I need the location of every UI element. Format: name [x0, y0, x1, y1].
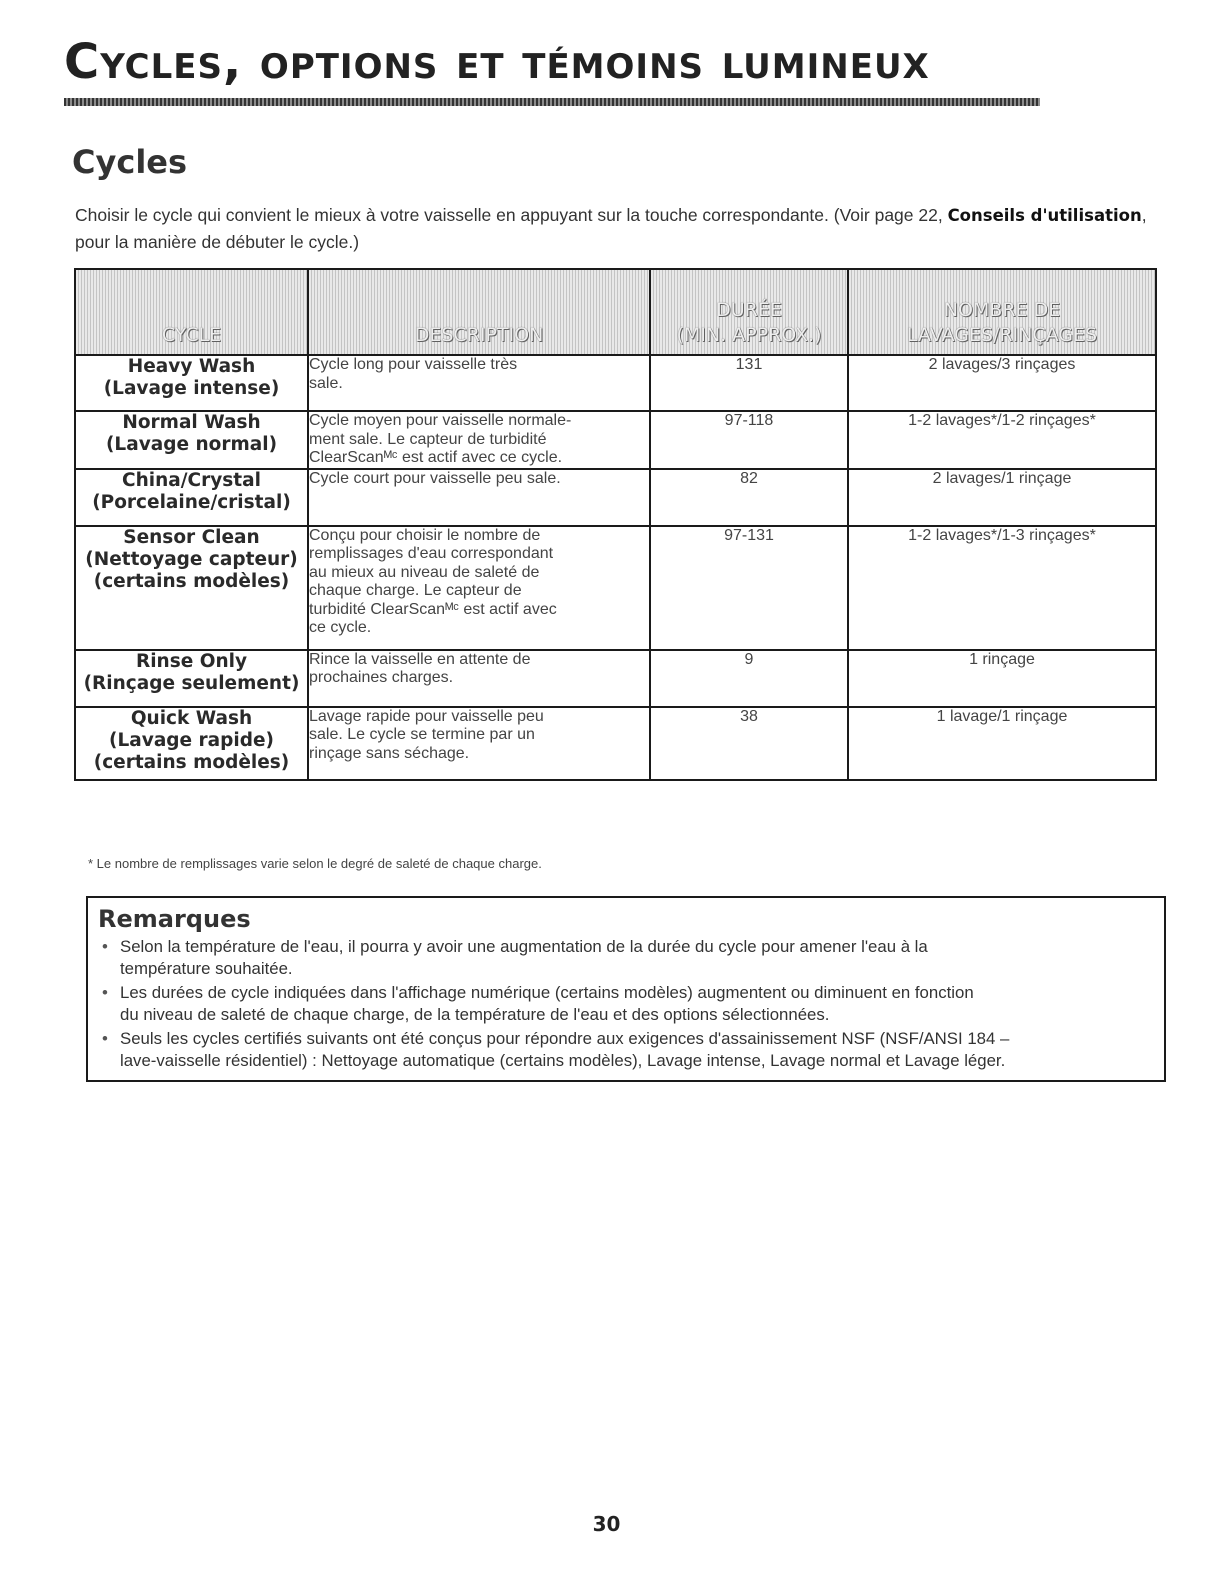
intro-text-end: , pour la manière de débuter le cycle.) — [75, 205, 1147, 252]
intro-text: Choisir le cycle qui convient le mieux à votre vaisselle en appuyant sur la touche correspondante. (Voir page 22, — [75, 205, 948, 225]
duration-cell: 97-131 — [650, 526, 848, 650]
cycle-name-cell-line: (Rinçage seulement) — [83, 672, 300, 694]
notes-heading: Remarques — [98, 905, 251, 933]
description-cell-line: Cycle court pour vaisselle peu sale. — [309, 469, 561, 487]
table-row — [75, 411, 1156, 469]
washes-cell: 1-2 lavages*/1-3 rinçages* — [848, 526, 1156, 650]
cycle-name-cell-line: (certains modèles) — [93, 570, 290, 592]
header-duration — [650, 269, 848, 355]
duration-cell: 38 — [650, 707, 848, 780]
description-cell — [308, 526, 650, 650]
header-cycle-label: CYCLE — [161, 324, 222, 346]
description-cell-line: remplissages d'eau correspondant — [309, 545, 554, 562]
description-cell-line: Cycle moyen pour vaisselle normale- — [309, 412, 572, 429]
description-cell-line: sale. Le cycle se termine par un — [309, 726, 535, 743]
note-item — [98, 1028, 1156, 1072]
description-cell-line: sale. — [309, 374, 343, 392]
table-header-row — [75, 269, 1156, 355]
description-cell-line: chaque charge. Le capteur de — [309, 582, 522, 599]
header-description-label: DESCRIPTION — [414, 324, 544, 346]
table-row — [75, 469, 1156, 526]
description-cell-line: Rince la vaisselle en attente de — [309, 650, 531, 668]
note-item — [98, 982, 1156, 1026]
cycle-name-cell-line: Quick Wash — [130, 707, 253, 729]
cycle-name-cell — [75, 650, 308, 707]
cycle-name-cell-line: Normal Wash — [122, 412, 261, 433]
bullet-icon: • — [102, 983, 108, 1002]
page-number: 30 — [592, 1512, 621, 1536]
duration-cell: 97-118 — [650, 411, 848, 469]
duration-cell: 131 — [650, 355, 848, 411]
washes-cell: 1-2 lavages*/1-2 rinçages* — [848, 411, 1156, 469]
cycle-name-cell — [75, 469, 308, 526]
bullet-icon: • — [102, 1029, 108, 1048]
cycle-name-cell-line: Heavy Wash — [127, 356, 256, 377]
header-cycle — [75, 269, 308, 355]
description-cell — [308, 650, 650, 707]
note-line: Seuls les cycles certifiés suivants ont été conçus pour répondre aux exigences d'assainissement NSF (NSF/ANSI 184 – — [120, 1029, 1010, 1048]
intro-paragraph — [75, 202, 1155, 255]
table-row — [75, 650, 1156, 707]
washes-cell: 2 lavages/1 rinçage — [848, 469, 1156, 526]
description-cell-line: prochaines charges. — [309, 669, 454, 686]
header-description — [308, 269, 650, 355]
note-item — [98, 936, 1156, 980]
description-cell-line: Cycle long pour vaisselle très — [309, 356, 518, 373]
cycle-name-cell-line: China/Crystal — [122, 469, 261, 491]
washes-cell: 1 lavage/1 rinçage — [848, 707, 1156, 780]
cycle-name-cell-line: (certains modèles) — [93, 751, 290, 773]
description-cell — [308, 355, 650, 411]
header-washes-line1: NOMBRE DE — [943, 299, 1061, 321]
intro-link-conseils: Conseils d'utilisation — [947, 206, 1142, 225]
cycles-table — [74, 268, 1157, 781]
cycle-name-cell — [75, 355, 308, 411]
header-washes — [848, 269, 1156, 355]
duration-cell: 82 — [650, 469, 848, 526]
cycle-name-cell-line: (Lavage intense) — [103, 378, 280, 399]
header-duration-line2: (MIN. APPROX.) — [676, 324, 822, 346]
note-line: lave-vaisselle résidentiel) : Nettoyage automatique (certains modèles), Lavage intense, Lavage normal et Lavage léger. — [120, 1051, 1006, 1070]
title-rule — [64, 98, 1040, 106]
description-cell-line: Lavage rapide pour vaisselle peu — [309, 707, 544, 725]
description-cell-line: ClearScanᴹᶜ est actif avec ce cycle. — [309, 449, 563, 466]
cycle-name-cell — [75, 526, 308, 650]
note-line: du niveau de saleté de chaque charge, de la température de l'eau et des options sélectionnées. — [120, 1005, 830, 1024]
description-cell — [308, 411, 650, 469]
description-cell-line: Conçu pour choisir le nombre de — [309, 526, 541, 544]
description-cell-line: turbidité ClearScanᴹᶜ est actif avec — [309, 600, 557, 618]
cycle-name-cell-line: (Lavage normal) — [105, 434, 278, 455]
header-duration-line1: DURÉE — [716, 299, 782, 321]
cycle-name-cell — [75, 707, 308, 780]
note-line: Les durées de cycle indiquées dans l'affichage numérique (certains modèles) augmentent ou diminuent en fonction — [120, 983, 974, 1002]
table-row — [75, 355, 1156, 411]
description-cell-line: ce cycle. — [309, 619, 372, 636]
description-cell-line: rinçage sans séchage. — [309, 744, 470, 762]
washes-cell: 1 rinçage — [848, 650, 1156, 707]
washes-cell: 2 lavages/3 rinçages — [848, 355, 1156, 411]
cycle-name-cell-line: Sensor Clean — [123, 526, 260, 548]
description-cell-line: ment sale. Le capteur de turbidité — [309, 430, 547, 448]
page-title: Cycles, options et témoins lumineux — [64, 34, 930, 90]
cycle-name-cell-line: (Porcelaine/cristal) — [92, 491, 291, 513]
duration-cell: 9 — [650, 650, 848, 707]
notes-list — [98, 936, 1156, 1072]
table-row — [75, 707, 1156, 780]
header-washes-line2: LAVAGES/RINÇAGES — [906, 324, 1098, 346]
cycle-name-cell-line: (Lavage rapide) — [109, 729, 274, 751]
table-row — [75, 526, 1156, 650]
description-cell-line: au mieux au niveau de saleté de — [309, 563, 540, 581]
cycle-name-cell — [75, 411, 308, 469]
table-footnote: * Le nombre de remplissages varie selon le degré de saleté de chaque charge. — [88, 856, 542, 871]
description-cell — [308, 707, 650, 780]
bullet-icon: • — [102, 937, 108, 956]
cycles-heading: Cycles — [72, 143, 188, 181]
cycle-name-cell-line: Rinse Only — [135, 650, 248, 672]
note-line: Selon la température de l'eau, il pourra y avoir une augmentation de la durée du cycle pour amener l'eau à la — [120, 937, 928, 956]
notes-box — [86, 896, 1166, 1082]
cycle-name-cell-line: (Nettoyage capteur) — [85, 548, 298, 570]
description-cell — [308, 469, 650, 526]
note-line: température souhaitée. — [120, 959, 293, 978]
